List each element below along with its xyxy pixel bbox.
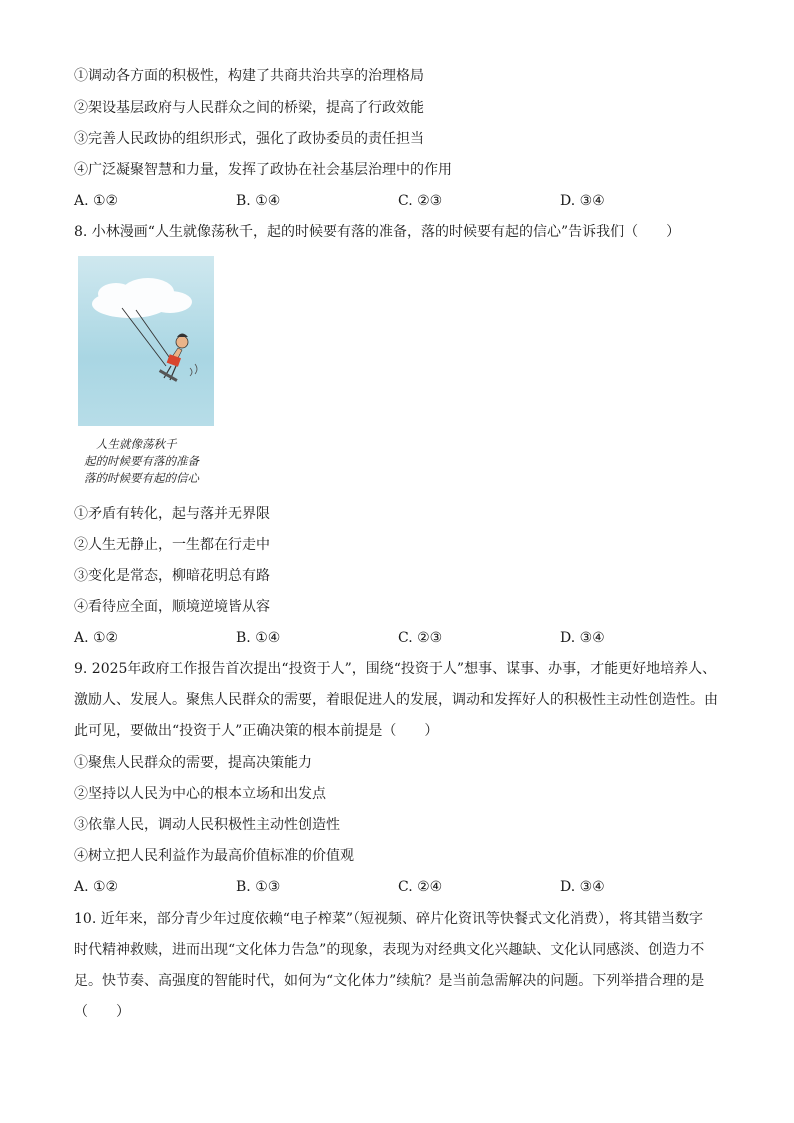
q8-choice-d: D. ③④ — [560, 630, 605, 646]
q10-stem-line-3: 足。快节奏、高强度的智能时代，如何为“文化体力”续航？是当前急需解决的问题。下列举措合理的是 — [74, 973, 705, 989]
q7-option-2: ②架设基层政府与人民群众之间的桥梁，提高了行政效能 — [74, 100, 424, 116]
q8-option-2: ②人生无静止，一生都在行走中 — [74, 537, 270, 553]
q9-option-3: ③依靠人民，调动人民积极性主动性创造性 — [74, 817, 340, 833]
comic-caption-line-3: 落的时候要有起的信心 — [84, 471, 199, 485]
q9-choice-b: B. ①③ — [236, 879, 281, 895]
q8-choice-a: A. ①② — [74, 630, 119, 646]
q8-option-1: ①矛盾有转化，起与落并无界限 — [74, 506, 270, 522]
q7-option-3: ③完善人民政协的组织形式，强化了政协委员的责任担当 — [74, 131, 424, 147]
q9-stem-line-3: 此可见，要做出“投资于人”正确决策的根本前提是（ ） — [74, 723, 439, 739]
q9-choice-d: D. ③④ — [560, 879, 605, 895]
q9-choice-c: C. ②④ — [398, 879, 443, 895]
q7-choice-d: D. ③④ — [560, 193, 605, 209]
q7-choice-b: B. ①④ — [236, 193, 281, 209]
comic-caption-line-1: 人生就像荡秋千 — [96, 437, 177, 451]
q8-option-3: ③变化是常态，柳暗花明总有路 — [74, 568, 270, 584]
q7-choice-c: C. ②③ — [398, 193, 443, 209]
q9-stem-line-2: 激励人、发展人。聚焦人民群众的需要，着眼促进人的发展，调动和发挥好人的积极性主动性创造性。由 — [74, 692, 718, 708]
comic-caption — [84, 436, 224, 487]
q7-option-4: ④广泛凝聚智慧和力量，发挥了政协在社会基层治理中的作用 — [74, 162, 452, 178]
q7-choice-a: A. ①② — [74, 193, 119, 209]
q10-stem-line-2: 时代精神救赎，进而出现“文化体力告急”的现象，表现为对经典文化兴趣缺、文化认同感淡、创造力不 — [74, 942, 705, 958]
comic-caption-line-2: 起的时候要有落的准备 — [84, 454, 199, 468]
q9-option-4: ④树立把人民利益作为最高价值标准的价值观 — [74, 848, 354, 864]
q7-option-1: ①调动各方面的积极性，构建了共商共治共享的治理格局 — [74, 68, 424, 84]
q10-stem-line-4: （ ） — [74, 1004, 130, 1020]
q8-choice-b: B. ①④ — [236, 630, 281, 646]
q8-stem: 8. 小林漫画“人生就像荡秋千，起的时候要有落的准备，落的时候要有起的信心”告诉我们（ ） — [74, 224, 681, 240]
q9-choices — [74, 878, 674, 896]
swing-cartoon-image — [78, 256, 214, 426]
q9-option-1: ①聚焦人民群众的需要，提高决策能力 — [74, 755, 312, 771]
q9-option-2: ②坚持以人民为中心的根本立场和出发点 — [74, 786, 326, 802]
q8-option-4: ④看待应全面，顺境逆境皆从容 — [74, 599, 270, 615]
q9-choice-a: A. ①② — [74, 879, 119, 895]
comic-illustration — [78, 256, 214, 426]
q8-choice-c: C. ②③ — [398, 630, 443, 646]
q9-stem-line-1: 9. 2025年政府工作报告首次提出“投资于人”，围绕“投资于人”想事、谋事、办事，才能更好地培养人、 — [74, 661, 717, 677]
q10-stem-line-1: 10. 近年来，部分青少年过度依赖“电子榨菜”（短视频、碎片化资讯等快餐式文化消费），将其错当数字 — [74, 911, 704, 927]
q7-choices — [74, 192, 674, 210]
q8-choices — [74, 629, 674, 647]
